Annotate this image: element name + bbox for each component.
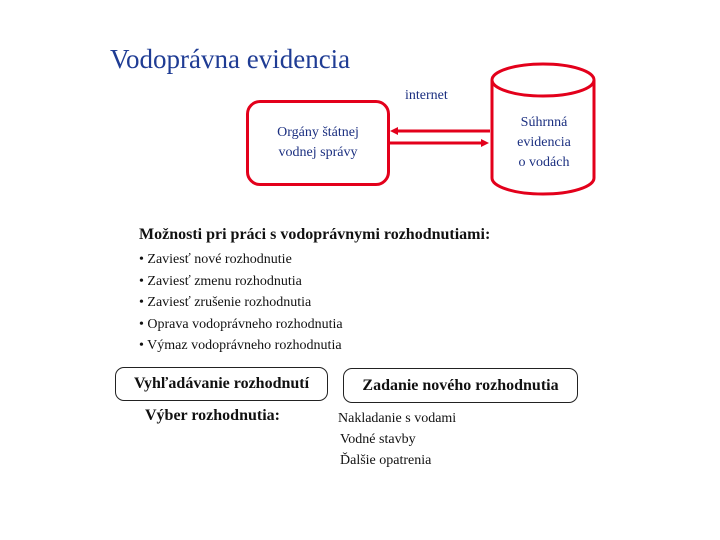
node-state-authorities	[246, 100, 390, 186]
decision-types-list	[338, 408, 456, 471]
node-water-register	[494, 113, 594, 173]
list-item: • Oprava vodoprávneho rozhodnutia	[139, 316, 343, 332]
options-heading: Možnosti pri práci s vodoprávnymi rozhodnutiami:	[139, 226, 491, 243]
arrow-left-icon	[390, 127, 490, 135]
select-decision-label: Výber rozhodnutia:	[145, 407, 280, 424]
node-line: Súhrnná	[520, 115, 568, 130]
new-decision-button[interactable]: Zadanie nového rozhodnutia	[343, 368, 578, 403]
decision-type-item: Vodné stavby	[340, 432, 416, 447]
node-line: o vodách	[518, 155, 570, 170]
node-line: Orgány štátnej	[277, 125, 359, 140]
search-decisions-button[interactable]: Vyhľadávanie rozhodnutí	[115, 367, 328, 401]
decision-type-item: Ďalšie opatrenia	[340, 453, 432, 468]
options-list	[139, 249, 343, 357]
list-item-text: Oprava vodoprávneho rozhodnutia	[147, 316, 343, 332]
decision-type-item: Nakladanie s vodami	[338, 411, 457, 426]
node-line: evidencia	[517, 135, 571, 150]
list-item-text: Zaviesť zmenu rozhodnutia	[147, 273, 302, 289]
node-line: vodnej správy	[278, 145, 358, 160]
list-item: • Zaviesť zmenu rozhodnutia	[139, 273, 302, 289]
connection-label: internet	[405, 88, 448, 103]
list-item: • Výmaz vodoprávneho rozhodnutia	[139, 338, 342, 353]
list-item: • Zaviesť nové rozhodnutie	[139, 252, 292, 267]
list-item: • Zaviesť zrušenie rozhodnutia	[139, 295, 312, 310]
page-title: Vodoprávna evidencia	[110, 44, 351, 74]
list-item-text: Zaviesť nové rozhodnutie	[147, 252, 292, 267]
arrow-right-icon	[387, 139, 489, 147]
list-item-text: Výmaz vodoprávneho rozhodnutia	[147, 338, 342, 353]
list-item-text: Zaviesť zrušenie rozhodnutia	[147, 295, 312, 310]
